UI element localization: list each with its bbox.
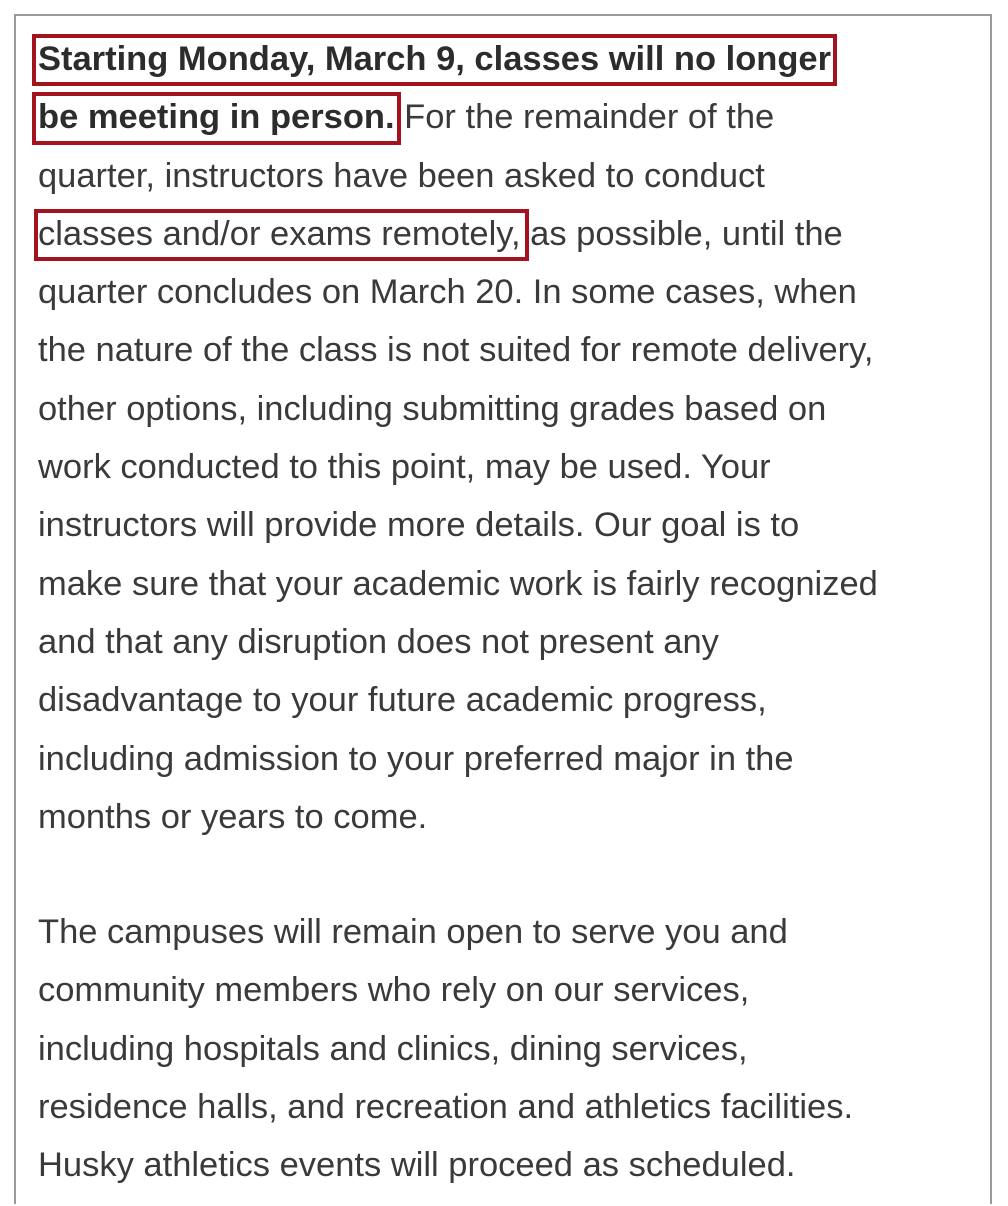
highlight-box-3: classes and/or exams remotely, xyxy=(38,205,521,263)
text-line: community members who rely on our services, xyxy=(38,971,750,1010)
text-line: make sure that your academic work is fairly recognized xyxy=(38,564,878,603)
paragraph-1 xyxy=(38,30,978,846)
text-line: instructors will provide more details. Our goal is to xyxy=(38,506,800,545)
text-line: including hospitals and clinics, dining services, xyxy=(38,1029,748,1068)
text-line: other options, including submitting grades based on xyxy=(38,389,827,428)
highlight-box-2: be meeting in person. xyxy=(38,88,395,146)
text-line: Husky athletics events will proceed as scheduled. xyxy=(38,1146,796,1185)
text-line: including admission to your preferred major in the xyxy=(38,739,794,778)
text-line: quarter, instructors have been asked to conduct xyxy=(38,156,765,195)
text-line xyxy=(38,30,978,88)
highlight-box-1: Starting Monday, March 9, classes will no longer xyxy=(38,30,831,88)
paragraph-2 xyxy=(38,903,978,1194)
text-line xyxy=(38,205,978,263)
text-line: The campuses will remain open to serve you and xyxy=(38,913,788,951)
text-line: months or years to come. xyxy=(38,797,428,836)
text-line: residence halls, and recreation and athletics facilities. xyxy=(38,1087,854,1126)
text-line: the nature of the class is not suited for remote delivery, xyxy=(38,331,874,370)
text-line: disadvantage to your future academic progress, xyxy=(38,681,767,720)
text-line: quarter concludes on March 20. In some cases, when xyxy=(38,273,857,312)
text-line xyxy=(38,88,978,146)
text-line: and that any disruption does not present any xyxy=(38,622,719,661)
text-segment: For the remainder of the xyxy=(394,98,775,137)
text-segment: as possible, until the xyxy=(520,214,843,253)
text-line: work conducted to this point, may be used. Your xyxy=(38,448,771,487)
